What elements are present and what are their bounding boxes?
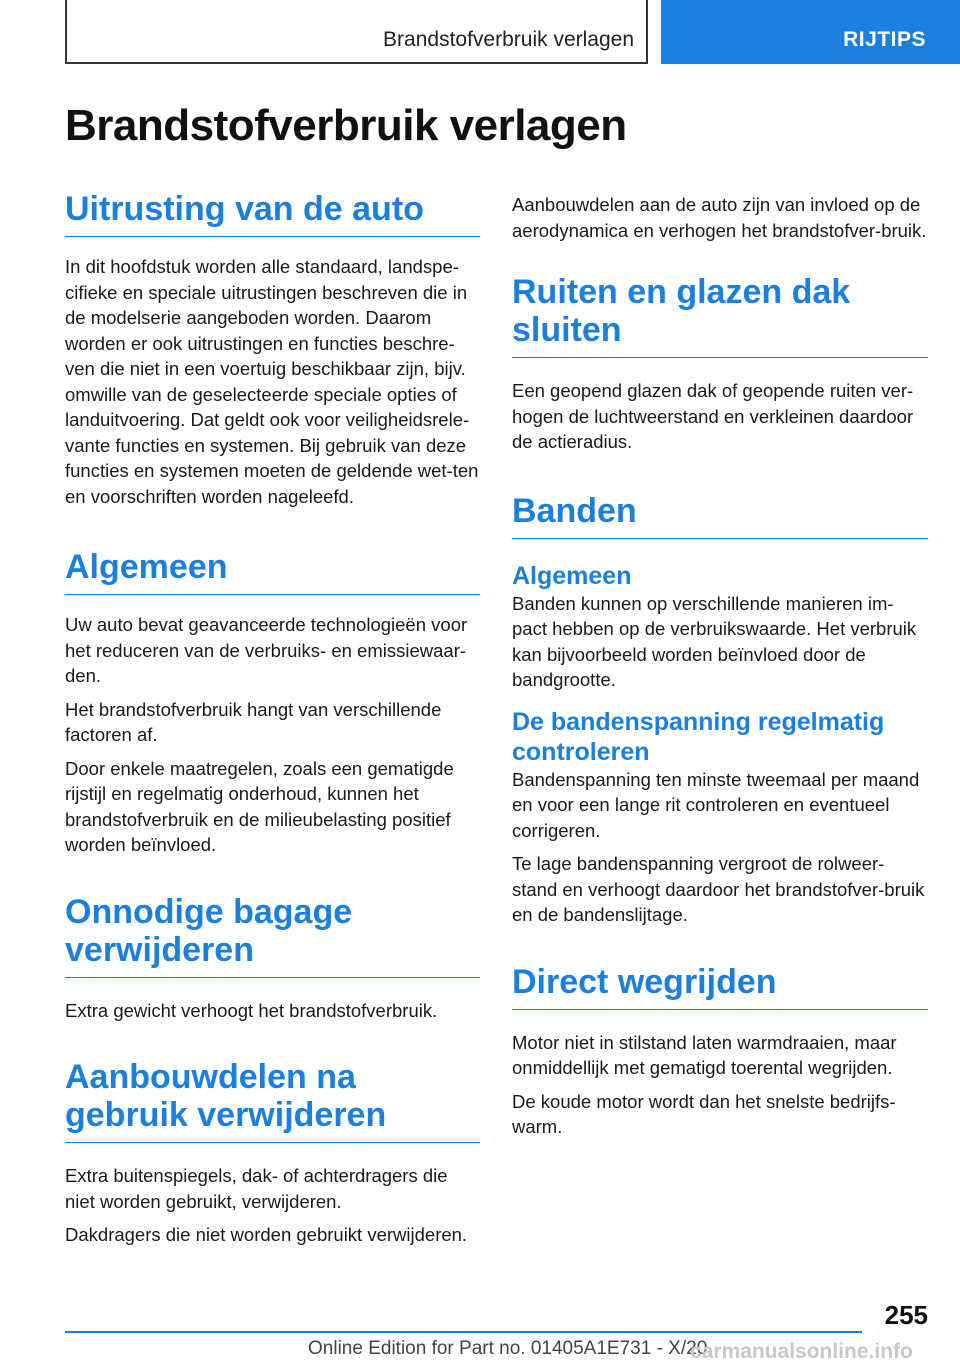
paragraph: De koude motor wordt dan het snelste bedrijfs-warm.	[512, 1090, 896, 1137]
heading-algemeen: Algemeen	[65, 548, 480, 595]
left-column	[65, 190, 480, 1248]
header-chapter-tab[interactable]	[661, 0, 960, 64]
paragraph: Te lage bandenspanning vergroot de rolweer-stand en verhoogt daardoor het brandstofver-bruik en de bandenslijtage.	[512, 853, 925, 925]
paragraph: Aanbouwdelen aan de auto zijn van invloed op de aerodynamica en verhogen het brandstofver-bruik.	[512, 194, 927, 241]
paragraph: Bandenspanning ten minste tweemaal per maand en voor een lange rit controleren en eventueel corrigeren.	[512, 768, 920, 841]
heading-onnodige-bagage: Onnodige bagage verwijderen	[65, 893, 480, 978]
heading-aanbouwdelen: Aanbouwdelen na gebruik verwijderen	[65, 1058, 480, 1143]
header-section-box	[65, 0, 648, 64]
footer-edition: Online Edition for Part no. 01405A1E731 - X/20	[308, 1338, 708, 1359]
watermark: carmanualsonline.info	[690, 1340, 913, 1363]
header-section-title: Brandstofverbruik verlagen	[383, 28, 634, 51]
paragraph: Extra buitenspiegels, dak- of achterdragers die niet worden gebruikt, verwijderen.	[65, 1165, 448, 1212]
paragraph: In dit hoofdstuk worden alle standaard, landspe-cifieke en speciale uitrustingen beschreven die in de modelserie aangeboden worden. Daarom worden er ook uitrustingen en functies beschre-ven die niet in een voertuig beschikbaar zijn, bijv. omwille van de geselecteerde speciale opties of landuitvoering. Dat geldt ook voor veiligheidsrele-vante functies en systemen. Bij gebruik van deze functies en systemen moeten de geldende wet-ten en voorschriften worden nageleefd.	[65, 256, 479, 507]
paragraph: Een geopend glazen dak of geopende ruiten ver-hogen de luchtweerstand en verkleinen daardoor de actieradius.	[512, 380, 914, 452]
page-number: 255	[884, 1300, 928, 1330]
subheading-algemeen: Algemeen	[512, 561, 632, 590]
header-chapter-label: RIJTIPS	[843, 28, 926, 51]
paragraph: Motor niet in stilstand laten warmdraaien, maar onmiddellijk met gematigd toerental wegrijden.	[512, 1031, 897, 1078]
paragraph: Het brandstofverbruik hangt van verschillende factoren af.	[65, 698, 442, 745]
paragraph: Extra gewicht verhoogt het brandstofverbruik.	[65, 999, 438, 1021]
paragraph: Dakdragers die niet worden gebruikt verwijderen.	[65, 1224, 468, 1245]
heading-uitrusting: Uitrusting van de auto	[65, 190, 480, 237]
heading-banden: Banden	[512, 492, 928, 539]
paragraph: Uw auto bevat geavanceerde technologieën voor het reduceren van de verbruiks- en emissiewaar-den.	[65, 614, 468, 686]
heading-direct-wegrijden: Direct wegrijden	[512, 963, 928, 1010]
paragraph: Door enkele maatregelen, zoals een gematigde rijstijl en regelmatig onderhoud, kunnen het brandstofverbruik en de milieubelasting positief worden beïnvloed.	[65, 757, 454, 855]
paragraph: Banden kunnen op verschillende manieren im-pact hebben op de verbruikswaarde. Het verbruik kan bijvoorbeeld worden beïnvloed door de bandgrootte.	[512, 592, 917, 690]
heading-ruiten-dak: Ruiten en glazen dak sluiten	[512, 273, 928, 358]
footer-divider	[65, 1331, 862, 1333]
subheading-bandenspanning: De bandenspanning regelmatig controleren	[512, 707, 885, 766]
right-column	[512, 190, 928, 1140]
page-title: Brandstofverbruik verlagen	[65, 101, 627, 150]
